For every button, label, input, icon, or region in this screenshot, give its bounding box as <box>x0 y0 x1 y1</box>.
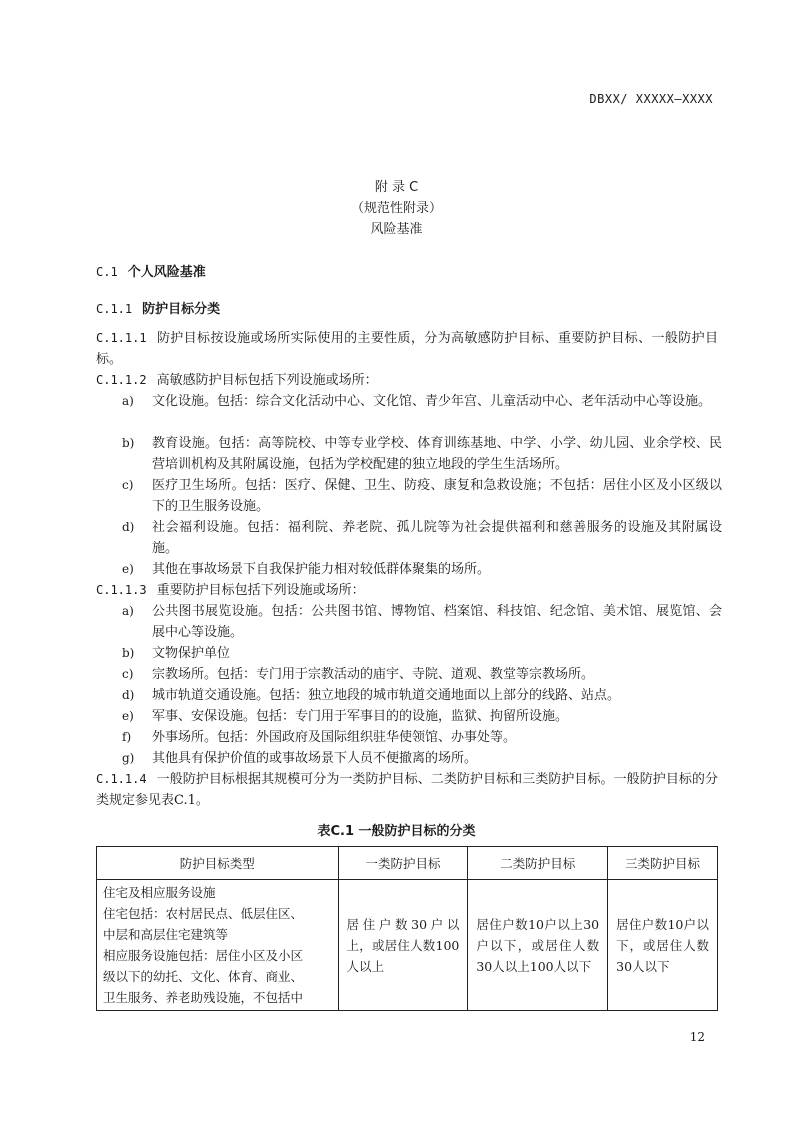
list-text: 文化设施。包括：综合文化活动中心、文化馆、青少年宫、儿童活动中心、老年活动中心等设施。 <box>152 394 712 409</box>
list-item <box>122 727 722 748</box>
list-label: a) <box>122 604 134 618</box>
clause-text: 防护目标按设施或场所实际使用的主要性质，分为高敏感防护目标、重要防护目标、一般防护目标。 <box>96 331 718 367</box>
type-cell <box>97 880 339 1011</box>
list-text: 城市轨道交通设施。包括：独立地段的城市轨道交通地面以上部分的线路、站点。 <box>152 688 621 703</box>
clause-number: C.1.1.3 <box>96 583 147 597</box>
clause-c1114 <box>96 769 718 811</box>
document-code: DBXX/ XXXXX—XXXX <box>589 92 713 106</box>
header-cell-class1: 一类防护目标 <box>338 847 468 880</box>
class3-cell: 居住户数10户以下，或居住人数30人以下 <box>608 880 718 1011</box>
table-caption: 表C.1 一般防护目标的分类 <box>317 824 476 839</box>
header-cell-type: 防护目标类型 <box>97 847 339 880</box>
list-text: 外事场所。包括：外国政府及国际组织驻华使领馆、办事处等。 <box>152 730 517 745</box>
list-label: g) <box>122 751 135 765</box>
clause-text: 高敏感防护目标包括下列设施或场所： <box>156 373 378 388</box>
type-line: 中层和高层住宅建筑等 <box>103 927 229 942</box>
class2-cell: 居住户数10户以上30户以下，或居住人数30人以上100人以下 <box>468 880 608 1011</box>
appendix-label: 附 录 C <box>374 180 419 195</box>
list-label: c) <box>122 667 134 681</box>
section-c1 <box>96 261 206 280</box>
list-label: a) <box>122 394 134 408</box>
header-cell-class3: 三类防护目标 <box>608 847 718 880</box>
section-title: 防护目标分类 <box>142 302 221 317</box>
list-text: 公共图书展览设施。包括：公共图书馆、博物馆、档案馆、科技馆、纪念馆、美术馆、展览馆、会展中心等设施。 <box>152 604 722 640</box>
appendix-title: 风险基准 <box>370 222 423 237</box>
list-text: 其他在事故场景下自我保护能力相对较低群体聚集的场所。 <box>152 562 491 577</box>
list-item <box>122 517 722 559</box>
list-label: e) <box>122 562 134 576</box>
list-item <box>122 706 722 727</box>
page-number: 12 <box>689 1030 705 1044</box>
list-label: b) <box>122 646 135 660</box>
list-label: e) <box>122 709 134 723</box>
list-item <box>122 643 722 664</box>
section-title: 个人风险基准 <box>127 265 206 280</box>
list-text: 医疗卫生场所。包括：医疗、保健、卫生、防疫、康复和急救设施；不包括：居住小区及小区级以下的卫生服务设施。 <box>152 478 722 514</box>
list-item <box>122 601 722 643</box>
list-label: c) <box>122 478 134 492</box>
section-number: C.1 <box>96 265 118 279</box>
class1-cell: 居住户数30户以上，或居住人数100人以上 <box>338 880 468 1011</box>
table-row <box>97 880 718 1011</box>
list-label: b) <box>122 436 135 450</box>
clause-c1113 <box>96 580 718 601</box>
list-item <box>122 559 722 580</box>
section-number: C.1.1 <box>96 302 133 316</box>
list-item <box>122 475 722 517</box>
type-line: 级以下的幼托、文化、体育、商业、 <box>103 969 304 984</box>
list-item <box>122 685 722 706</box>
clause-number: C.1.1.1 <box>96 331 147 345</box>
list-text: 社会福利设施。包括：福利院、养老院、孤儿院等为社会提供福利和慈善服务的设施及其附属设施。 <box>152 520 722 556</box>
appendix-nature: （规范性附录） <box>350 201 442 216</box>
list-label: f) <box>122 730 132 744</box>
protection-target-table <box>96 846 718 1011</box>
list-item <box>122 433 722 475</box>
list-text: 军事、安保设施。包括：专门用于军事目的的设施，监狱、拘留所设施。 <box>152 709 569 724</box>
list-text: 宗教场所。包括：专门用于宗教活动的庙宇、寺院、道观、教堂等宗教场所。 <box>152 667 595 682</box>
clause-number: C.1.1.4 <box>96 772 147 786</box>
list-item <box>122 664 722 685</box>
list-item <box>122 748 722 769</box>
clause-number: C.1.1.2 <box>96 373 147 387</box>
list-text: 教育设施。包括：高等院校、中等专业学校、体育训练基地、中学、小学、幼儿园、业余学校、民营培训机构及其附属设施，包括为学校配建的独立地段的学生生活场所。 <box>152 436 722 472</box>
clause-c1112 <box>96 370 718 391</box>
list-text: 其他具有保护价值的或事故场景下人员不便撤离的场所。 <box>152 751 478 766</box>
list-label: d) <box>122 520 135 534</box>
list-label: d) <box>122 688 135 702</box>
clause-c1111 <box>96 328 718 370</box>
table-header-row <box>97 847 718 880</box>
type-line: 住宅包括：农村居民点、低层住区、 <box>103 906 304 921</box>
header-cell-class2: 二类防护目标 <box>468 847 608 880</box>
type-line: 卫生服务、养老助残设施，不包括中 <box>103 990 304 1005</box>
list-text: 文物保护单位 <box>152 646 231 661</box>
section-c11 <box>96 298 220 317</box>
clause-text: 重要防护目标包括下列设施或场所： <box>156 583 365 598</box>
list-item <box>122 391 722 412</box>
type-line: 住宅及相应服务设施 <box>103 885 216 900</box>
type-line: 相应服务设施包括：居住小区及小区 <box>103 948 304 963</box>
clause-text: 一般防护目标根据其规模可分为一类防护目标、二类防护目标和三类防护目标。一般防护目标的分类规定参见表C.1。 <box>96 772 718 808</box>
